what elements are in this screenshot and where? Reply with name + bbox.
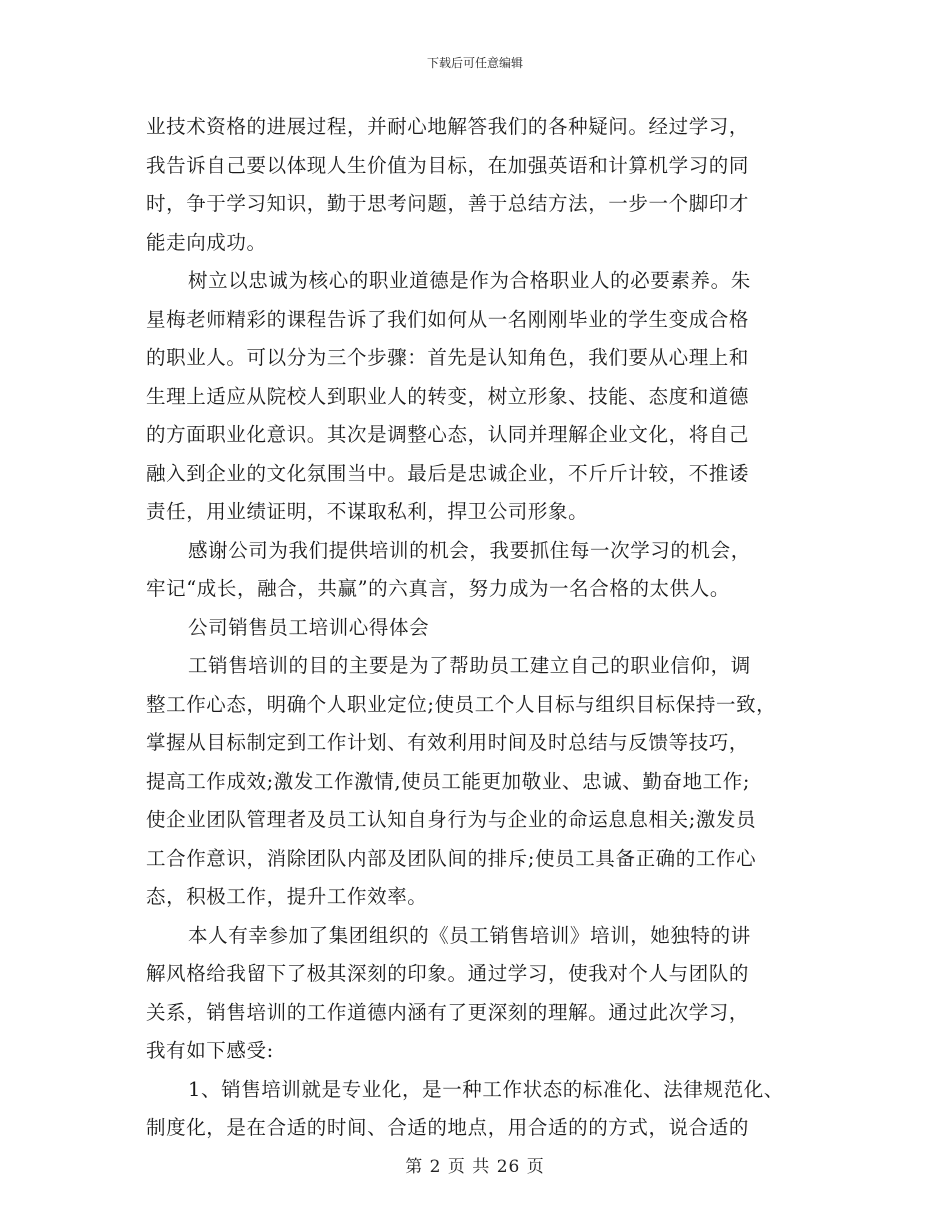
text-line: 整工作心态，明确个人职业定位;使员工个人目标与组织目标保持一致， [146, 692, 777, 716]
text-line: 树立以忠诚为核心的职业道德是作为合格职业人的必要素养。朱 [188, 269, 751, 292]
text-line: 1、销售培训就是专业化，是一种工作状态的标准化、法律规范化、 [188, 1077, 784, 1101]
text-line: 掌握从目标制定到工作计划、有效利用时间及时总结与反馈等技巧， [146, 731, 750, 754]
text-line: 本人有幸参加了集团组织的《员工销售培训》培训，她独特的讲 [188, 923, 751, 947]
text-line: 提高工作成效;激发工作激情,使员工能更加敬业、忠诚、勤奋地工作; [146, 769, 751, 793]
text-line: 我告诉自己要以体现人生价值为目标，在加强英语和计算机学习的同 [146, 153, 750, 177]
text-line: 责任，用业绩证明，不谋取私利，捍卫公司形象。 [146, 500, 589, 523]
text-line: 制度化，是在合适的时间、合适的地点，用合适的的方式，说合适的 [146, 1116, 750, 1139]
text-line: 态，积极工作，提升工作效率。 [146, 885, 428, 908]
text-line: 工销售培训的目的主要是为了帮助员工建立自己的职业信仰，调 [188, 654, 751, 677]
page-number: 第 2 页 共 26 页 [405, 1157, 545, 1177]
text-line: 使企业团队管理者及员工认知自身行为与企业的命运息息相关;激发员 [146, 808, 757, 831]
text-line: 我有如下感受: [146, 1039, 274, 1062]
text-line: 解风格给我留下了极其深刻的印象。通过学习，使我对个人与团队的 [146, 962, 750, 985]
text-line: 时，争于学习知识，勤于思考问题，善于总结方法，一步一个脚印才 [146, 192, 750, 215]
document-body [146, 108, 826, 1148]
text-line: 业技术资格的进展过程，并耐心地解答我们的各种疑问。经过学习， [146, 115, 750, 138]
text-line: 融入到企业的文化氛围当中。最后是忠诚企业，不斤斤计较，不推诿 [146, 461, 750, 485]
text-line: 生理上适应从院校人到职业人的转变，树立形象、技能、态度和道德 [146, 384, 750, 408]
text-line: 公司销售员工培训心得体会 [188, 615, 430, 639]
text-line: 牢记“成长，融合，共赢”的六真言，努力成为一名合格的太供人。 [146, 577, 730, 600]
text-line: 星梅老师精彩的课程告诉了我们如何从一名刚刚毕业的学生变成合格 [146, 307, 750, 331]
page-header: 下载后可任意编辑 [426, 56, 523, 70]
text-line: 的职业人。可以分为三个步骤：首先是认知角色，我们要从心理上和 [146, 346, 750, 369]
text-line: 感谢公司为我们提供培训的机会，我要抓住每一次学习的机会， [188, 538, 751, 562]
text-line: 工合作意识，消除团队内部及团队间的排斥;使员工具备正确的工作心 [146, 846, 757, 870]
text-line: 关系，销售培训的工作道德内涵有了更深刻的理解。通过此次学习， [146, 1000, 750, 1024]
text-line: 能走向成功。 [146, 230, 267, 254]
text-line: 的方面职业化意识。其次是调整心态，认同并理解企业文化，将自己 [146, 423, 750, 446]
